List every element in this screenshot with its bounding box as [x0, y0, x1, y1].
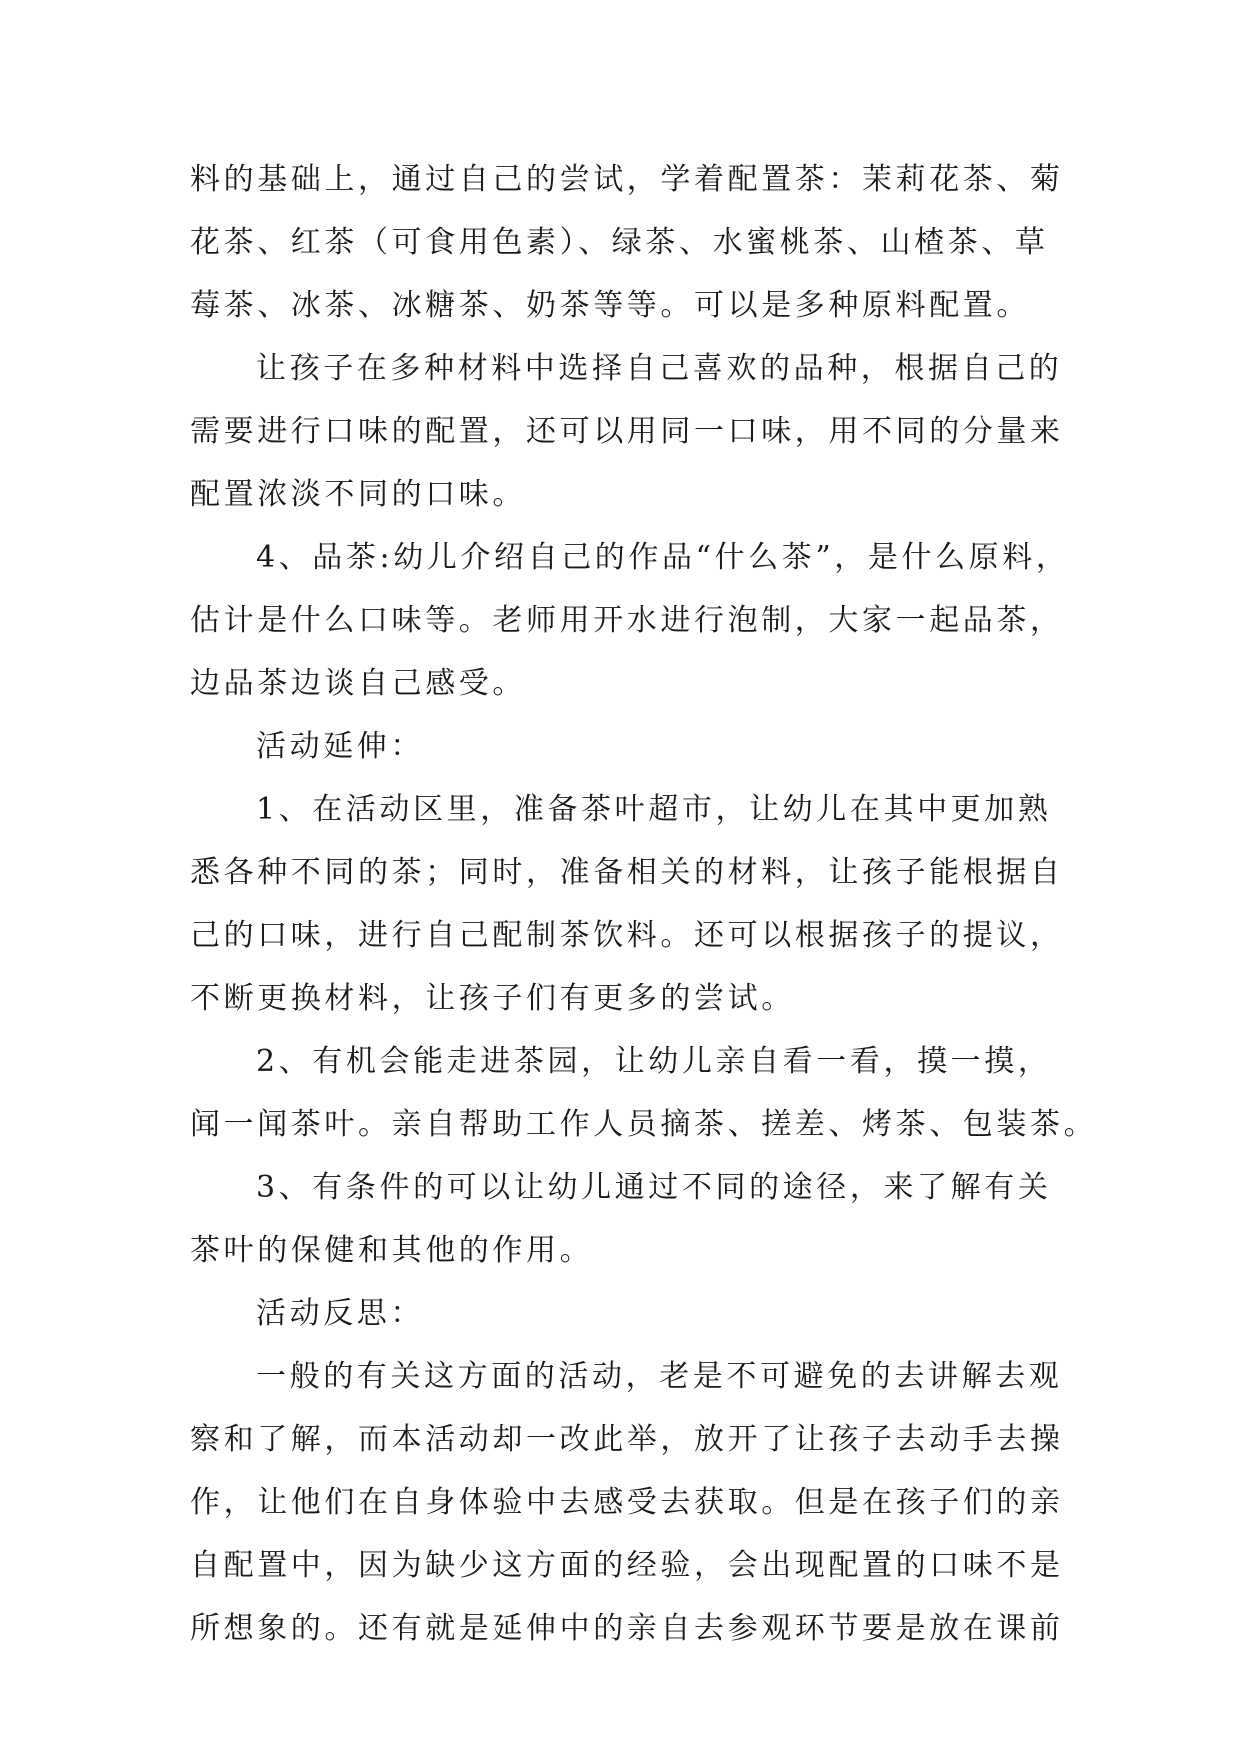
- text-line: 2、有机会能走进茶园，让幼儿亲自看一看，摸一摸，: [256, 1044, 1052, 1079]
- text-line: 悉各种不同的茶；同时，准备相关的材料，让孩子能根据自: [190, 855, 1064, 890]
- text-line: 茶叶的保健和其他的作用。: [190, 1233, 594, 1268]
- text-line: 己的口味，进行自己配制茶饮料。还可以根据孩子的提议，: [190, 918, 1064, 953]
- text-line: 自配置中，因为缺少这方面的经验，会出现配置的口味不是: [190, 1548, 1064, 1583]
- text-line: 估计是什么口味等。老师用开水进行泡制，大家一起品茶，: [190, 603, 1064, 638]
- text-line: 让孩子在多种材料中选择自己喜欢的品种，根据自己的: [256, 351, 1063, 386]
- text-line: 一般的有关这方面的活动，老是不可避免的去讲解去观: [256, 1359, 1063, 1394]
- text-line: 配置浓淡不同的口味。: [190, 477, 526, 512]
- text-line: 闻一闻茶叶。亲自帮助工作人员摘茶、搓差、烤茶、包装茶。: [190, 1107, 1098, 1142]
- text-line: 边品茶边谈自己感受。: [190, 666, 526, 701]
- text-line: 4、品茶:幼儿介绍自己的作品“什么茶”，是什么原料，: [256, 540, 1070, 575]
- text-line: 作，让他们在自身体验中去感受去获取。但是在孩子们的亲: [190, 1485, 1064, 1520]
- text-line: 莓茶、冰茶、冰糖茶、奶茶等等。可以是多种原料配置。: [190, 288, 1030, 323]
- text-line: 花茶、红茶（可食用色素）、绿茶、水蜜桃茶、山楂茶、草: [190, 225, 1049, 260]
- text-line: 活动延伸：: [256, 729, 424, 764]
- text-line: 活动反思：: [256, 1296, 424, 1331]
- text-line: 需要进行口味的配置，还可以用同一口味，用不同的分量来: [190, 414, 1064, 449]
- text-line: 3、有条件的可以让幼儿通过不同的途径，来了解有关: [256, 1170, 1052, 1205]
- text-line: 不断更换材料，让孩子们有更多的尝试。: [190, 981, 795, 1016]
- text-line: 1、在活动区里，准备茶叶超市，让幼儿在其中更加熟: [256, 792, 1052, 827]
- text-line: 所想象的。还有就是延伸中的亲自去参观环节要是放在课前: [190, 1611, 1064, 1646]
- document-body: [190, 148, 1098, 1660]
- text-line: 料的基础上，通过自己的尝试，学着配置茶：茉莉花茶、菊: [190, 162, 1064, 197]
- text-line: 察和了解，而本活动却一改此举，放开了让孩子去动手去操: [190, 1422, 1064, 1457]
